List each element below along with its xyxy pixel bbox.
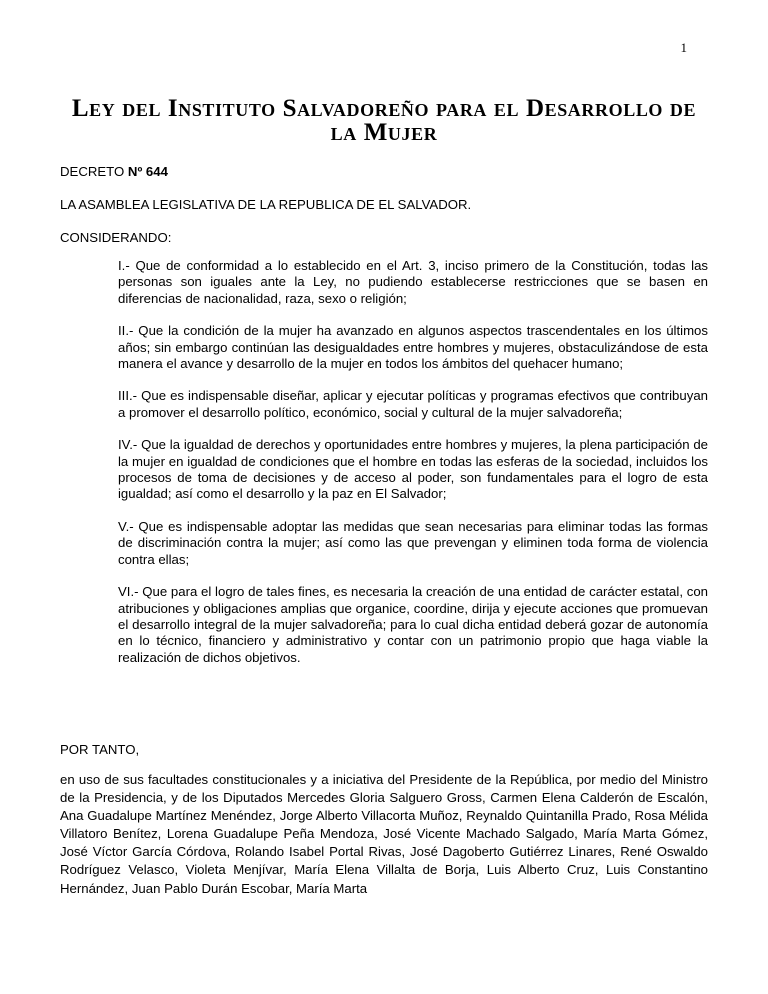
decreto-number: Nº 644 — [127, 164, 168, 179]
final-paragraph: en uso de sus facultades constitucionales y a iniciativa del Presidente de la República, por medio del Ministro de la Presidencia, y de los Diputados Mercedes Gloria Salguero Gross, Carmen Elena Calderón de Escalón, Ana Guadalupe Martínez Menéndez, Jorge Alberto Villacorta Muñoz, Reynaldo Quintanilla Prado, Rosa Mélida Villatoro Benítez, Lorena Guadalupe Peña Mendoza, José Vicente Machado Salgado, María Marta Gómez, José Víctor García Córdova, Rolando Isabel Portal Rivas, José Dagoberto Gutiérrez Linares, René Oswaldo Rodríguez Velasco, Violeta Menjívar, María Elena Villalta de Borja, Luis Alberto Cruz, Luis Constantino Hernández, Juan Pablo Durán Escobar, María Marta — [60, 772, 708, 896]
decreto-label: DECRETO — [60, 164, 125, 179]
asamblea-line: LA ASAMBLEA LEGISLATIVA DE LA REPUBLICA DE EL SALVADOR. — [60, 197, 472, 212]
por-tanto-heading: POR TANTO, — [60, 742, 140, 757]
considerando-paragraph: II.- Que la condición de la mujer ha avanzado en algunos aspectos trascendentales en los últimos años; sin embargo continúan las desigualdades entre hombres y mujeres, obstaculizándose de esta manera el avance y desarrollo de la mujer en todos los ámbitos del quehacer humano; — [118, 323, 708, 372]
considerandos-list — [118, 258, 708, 682]
considerando-paragraph: I.- Que de conformidad a lo establecido en el Art. 3, inciso primero de la Constitución, todas las personas son iguales ante la Ley, no pudiendo establecerse restricciones que se basen en diferencias de nacionalidad, raza, sexo o religión; — [118, 258, 708, 306]
considerando-heading: CONSIDERANDO: — [60, 230, 172, 245]
page-number: 1 — [680, 40, 687, 55]
considerando-paragraph: IV.- Que la igualdad de derechos y oportunidades entre hombres y mujeres, la plena participación de la mujer en igualdad de condiciones que el hombre en todas las esferas de la sociedad, incluidos los procesos de toma de decisiones y de acceso al poder, son fundamentales para el logro de esta igualdad; así como el desarrollo y la paz en El Salvador; — [118, 437, 708, 502]
considerando-paragraph: III.- Que es indispensable diseñar, aplicar y ejecutar políticas y programas efectivos que contribuyan a promover el desarrollo político, económico, social y cultural de la mujer salvadoreña; — [118, 388, 708, 420]
considerando-paragraph: V.- Que es indispensable adoptar las medidas que sean necesarias para eliminar todas las formas de discriminación contra la mujer; así como las que prevengan y eliminen toda forma de violencia contra ellas; — [118, 518, 708, 567]
document-title: Ley del Instituto Salvadoreño para el Desarrollo de la Mujer — [71, 95, 697, 146]
decreto-line — [60, 163, 168, 180]
considerando-paragraph: VI.- Que para el logro de tales fines, es necesaria la creación de una entidad de carácter estatal, con atribuciones y obligaciones amplias que organice, coordine, dirija y ejecute acciones que promuevan el desarrollo integral de la mujer salvadoreña; para lo cual dicha entidad deberá gozar de autonomía en lo técnico, financiero y administrativo y contar con un patrimonio propio que haga viable la realización de dichos objetivos. — [118, 584, 708, 665]
